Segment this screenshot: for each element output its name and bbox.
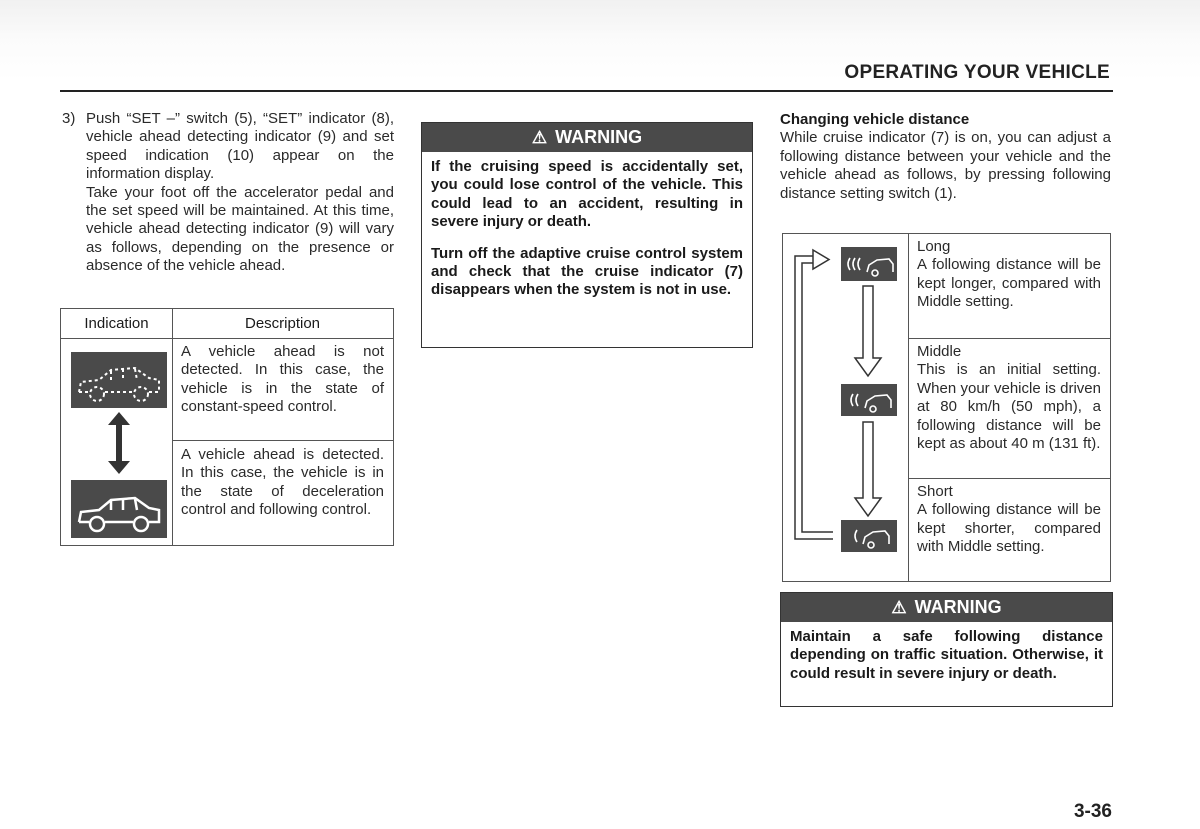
description-not-detected: A vehicle ahead is not detected. In this case, the vehicle is in the state of constant-speed control. [172,338,393,441]
distance-text-middle: This is an initial setting. When your vehicle is driven at 80 km/h (50 mph), a following distance will be kept as about 40 m (131 ft). [917,361,1101,453]
header-rule [60,90,1113,92]
distance-table [782,233,1111,582]
distance-text-short: A following distance will be kept shorter, compared with Middle setting. [917,501,1101,556]
indication-table [60,308,394,546]
warning-1-paragraph-2: Turn off the adaptive cruise control system and check that the cruise indicator (7) disappears when the system is not in use. [431,244,743,299]
warning-header-1 [422,123,752,152]
section-title: OPERATING YOUR VEHICLE [844,62,1110,83]
header-description: Description [244,315,321,332]
warning-triangle-icon: ⚠ [531,128,548,147]
indication-icons-column [61,338,173,545]
warning-header-2 [781,593,1112,622]
warning-label-2: WARNING [914,597,1002,617]
distance-row-long [908,234,1110,339]
warning-2-text: Maintain a safe following distance depending on traffic situation. Otherwise, it could result in severe injury or death. [790,628,1103,682]
distance-label-long: Long [917,238,951,255]
distance-text-long: A following distance will be kept longer, compared with Middle setting. [917,256,1101,311]
distance-icons-column [783,234,909,581]
indication-descriptions [172,338,393,545]
warning-1-paragraph-1: If the cruising speed is accidentally set, you could lose control of the vehicle. This could lead to an accident, resulting in severe injury or death. [431,158,743,231]
step-number: 3) [62,110,76,127]
distance-descriptions [908,234,1110,581]
warning-box-1 [421,122,753,348]
step-paragraph-1: Push “SET –” switch (5), “SET” indicator (8), vehicle ahead detecting indicator (9) and set speed indication (10) appear on the information display. [86,110,394,183]
distance-cycle-diagram [783,234,908,581]
page-number: 3-36 [1073,801,1112,822]
distance-label-short: Short [917,483,953,500]
distance-row-short [908,479,1110,581]
distance-section [780,111,1111,203]
description-detected: A vehicle ahead is detected. In this case, the vehicle is in the state of deceleration control and following control. [181,446,384,519]
distance-row-middle [908,339,1110,479]
indication-table-header [61,309,393,339]
header-indication: Indication [61,309,173,338]
step-3 [62,110,394,276]
double-arrow-icon [106,412,132,474]
distance-subtitle: Changing vehicle distance [780,111,970,128]
warning-box-2 [780,592,1113,707]
vehicle-not-detected-icon [71,352,167,408]
vehicle-detected-icon [71,480,167,538]
step-paragraph-2: Take your foot off the accelerator pedal and the set speed will be maintained. At this time, vehicle ahead detecting indicator (9) will vary as follows, depending on the presence or absence of the vehicle ahead. [86,183,394,275]
warning-triangle-icon: ⚠ [891,598,907,617]
warning-label-1: WARNING [555,127,643,147]
distance-intro: While cruise indicator (7) is on, you can adjust a following distance between your vehicle and the vehicle ahead as follows, by pressing following distance setting switch (1). [780,129,1111,202]
distance-label-middle: Middle [917,343,962,360]
